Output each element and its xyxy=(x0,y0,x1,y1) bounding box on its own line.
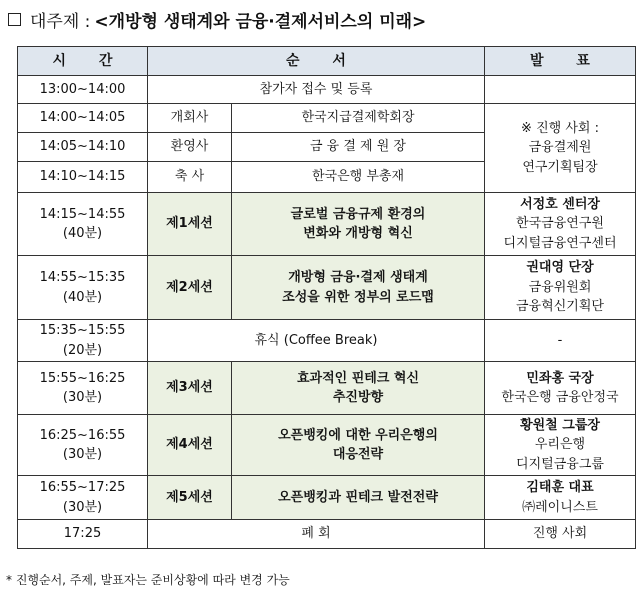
col-header-time: 시 간 xyxy=(18,47,148,76)
program-cell: 폐 회 xyxy=(148,520,485,549)
footnote: * 진행순서, 주제, 발표자는 준비상황에 따라 변경 가능 xyxy=(6,573,290,587)
session-title: 효과적인 핀테크 혁신 추진방향 xyxy=(232,362,485,415)
checkbox-square-icon xyxy=(8,13,21,26)
presenter-dept: 디지털금융연구센터 xyxy=(503,235,617,251)
presenter-org: 금융위원회 xyxy=(528,279,592,295)
session-label: 제5세션 xyxy=(148,476,232,520)
moderator-cell xyxy=(485,104,636,193)
presenter-cell xyxy=(485,76,636,104)
table-row xyxy=(18,76,636,104)
table-header-row xyxy=(18,47,636,76)
session-row xyxy=(18,476,636,520)
presenter-org: 한국은행 금융안정국 xyxy=(501,390,619,405)
session-row xyxy=(18,362,636,415)
page-title xyxy=(4,6,426,32)
session-title: 오픈뱅킹에 대한 우리은행의 대응전략 xyxy=(232,415,485,476)
speaker-cell: 금 융 결 제 원 장 xyxy=(232,133,485,162)
presenter-name: 김태훈 대표 xyxy=(526,480,594,495)
presenter-name: 민좌홍 국장 xyxy=(526,370,594,386)
time-cell: 15:35~15:55 (20분) xyxy=(18,320,148,362)
program-cell: 휴식 (Coffee Break) xyxy=(148,320,485,362)
session-label: 제1세션 xyxy=(148,193,232,256)
speaker-cell: 한국은행 부총재 xyxy=(232,162,485,193)
title-label: 대주제 : xyxy=(30,11,91,32)
time-cell: 17:25 xyxy=(18,520,148,549)
time-cell: 16:55~17:25 (30분) xyxy=(18,476,148,520)
role-cell: 축 사 xyxy=(148,162,232,193)
session-label: 제2세션 xyxy=(148,256,232,320)
time-cell: 16:25~16:55 (30분) xyxy=(18,415,148,476)
time-cell: 14:55~15:35 (40분) xyxy=(18,256,148,320)
table-row xyxy=(18,520,636,549)
presenter-cell xyxy=(485,193,636,256)
time-cell: 13:00~14:00 xyxy=(18,76,148,104)
presenter-cell xyxy=(485,476,636,520)
session-row xyxy=(18,415,636,476)
session-row xyxy=(18,256,636,320)
presenter-name: 황원철 그룹장 xyxy=(520,417,600,433)
speaker-cell: 한국지급결제학회장 xyxy=(232,104,485,133)
time-cell: 14:00~14:05 xyxy=(18,104,148,133)
presenter-cell xyxy=(485,256,636,320)
time-cell: 15:55~16:25 (30분) xyxy=(18,362,148,415)
session-label: 제4세션 xyxy=(148,415,232,476)
session-row xyxy=(18,193,636,256)
session-title: 글로벌 금융규제 환경의 변화와 개방형 혁신 xyxy=(232,193,485,256)
presenter-cell: 진행 사회 xyxy=(485,520,636,549)
table-row xyxy=(18,104,636,133)
presenter-dept: 금융혁신기획단 xyxy=(516,299,604,315)
title-topic: <개방형 생태계와 금융·결제서비스의 미래> xyxy=(94,11,427,32)
session-title: 개방형 금융·결제 생태계 조성을 위한 정부의 로드맵 xyxy=(232,256,485,320)
role-cell: 개회사 xyxy=(148,104,232,133)
col-header-presenter: 발 표 xyxy=(485,47,636,76)
schedule-table xyxy=(17,46,636,549)
session-label: 제3세션 xyxy=(148,362,232,415)
presenter-dept: 디지털금융그룹 xyxy=(516,456,604,472)
moderator-line1: ※ 진행 사회 : xyxy=(521,120,599,136)
break-row xyxy=(18,320,636,362)
role-cell: 환영사 xyxy=(148,133,232,162)
presenter-org: ㈜레이니스트 xyxy=(522,499,598,515)
presenter-org: 한국금융연구원 xyxy=(516,216,604,232)
time-cell: 14:10~14:15 xyxy=(18,162,148,193)
col-header-program: 순 서 xyxy=(148,47,485,76)
presenter-cell xyxy=(485,415,636,476)
program-cell: 참가자 접수 및 등록 xyxy=(148,76,485,104)
presenter-name: 권대영 단장 xyxy=(526,260,594,276)
presenter-org: 우리은행 xyxy=(534,437,586,453)
session-title: 오픈뱅킹과 핀테크 발전전략 xyxy=(232,476,485,520)
presenter-cell: - xyxy=(485,320,636,362)
presenter-name: 서정호 센터장 xyxy=(520,196,600,212)
time-cell: 14:15~14:55 (40분) xyxy=(18,193,148,256)
presenter-cell xyxy=(485,362,636,415)
moderator-line3: 연구기획팀장 xyxy=(522,159,598,175)
time-cell: 14:05~14:10 xyxy=(18,133,148,162)
moderator-line2: 금융결제원 xyxy=(528,140,592,156)
